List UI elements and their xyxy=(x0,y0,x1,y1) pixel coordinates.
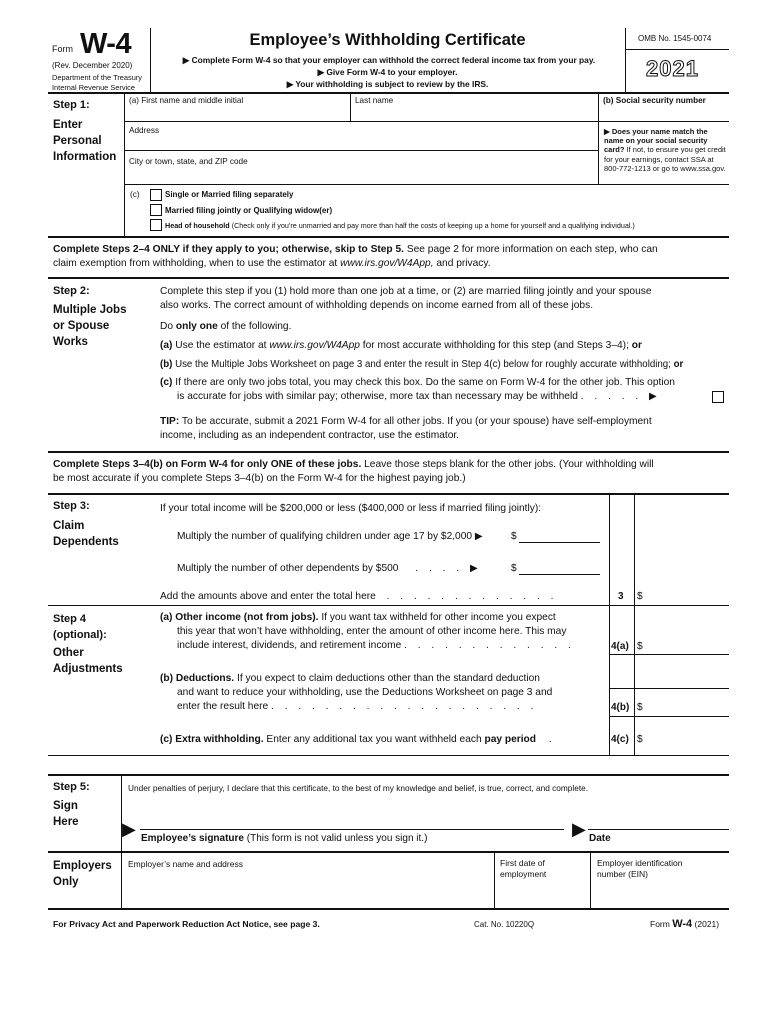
intro-text: and privacy. xyxy=(436,258,491,269)
first-date-line: First date of xyxy=(500,858,545,868)
extra-withholding-label xyxy=(160,733,552,747)
step2-text: also works. The correct amount of withholding depends on income earned from all of these jobs. xyxy=(160,300,594,311)
ssa-note-bold: ▶ Does your name match the name on your social security card? xyxy=(604,127,708,155)
instruction-2: ▶ Give Form W-4 to your employer. xyxy=(317,67,458,77)
step1-sub-line: Enter xyxy=(53,119,83,131)
step2-option-a xyxy=(160,339,642,353)
other-dependents-label xyxy=(177,562,482,576)
step3-sub-line: Dependents xyxy=(53,536,119,548)
step2-text: If there are only two jobs total, you may check this box. Do the same on Form W-4 for the other job. This option xyxy=(175,377,675,388)
omb-number: OMB No. 1545-0074 xyxy=(638,34,712,43)
mid-bold: Complete Steps 3–4(b) on Form W-4 for only ONE of these jobs. xyxy=(53,459,362,470)
step5-sub-line: Sign xyxy=(53,800,78,812)
step4-title xyxy=(53,611,107,643)
married-checkbox[interactable] xyxy=(150,204,162,216)
line-4a-number: 4(a) xyxy=(611,641,629,652)
step4-text: include interest, dividends, and retirement income xyxy=(177,640,402,651)
form-label: Form xyxy=(52,44,73,54)
step5-subtitle xyxy=(53,798,79,830)
signature-arrow: ▶ xyxy=(122,819,136,839)
two-jobs-checkbox[interactable] xyxy=(712,391,724,403)
mid-text: be most accurate if you complete Steps 3–4(b) on the Form W-4 for the highest paying job.) xyxy=(53,473,466,484)
form-number: W-4 xyxy=(80,28,132,60)
step3-title: Step 3: xyxy=(53,500,90,512)
line-4b-number: 4(b) xyxy=(611,702,630,713)
step2-text: To be accurate, submit a 2021 Form W-4 for all other jobs. If you (or your spouse) have self-employment xyxy=(181,416,652,427)
form-title: Employee’s Withholding Certificate xyxy=(249,31,526,49)
deductions-label xyxy=(160,672,552,714)
first-date-field[interactable] xyxy=(496,882,588,906)
children-dollar: $ xyxy=(511,531,517,542)
option-letter: (a) xyxy=(160,340,173,351)
line-3-number: 3 xyxy=(618,591,624,602)
step2-bold: or xyxy=(631,340,642,351)
qualifying-children-label: Multiply the number of qualifying children under age 17 by $2,000 ▶ xyxy=(177,531,483,542)
step4-title-line: (optional): xyxy=(53,629,107,641)
option-letter: (b) xyxy=(160,359,173,370)
married-label: Married filing jointly or Qualifying widow(er) xyxy=(165,206,333,215)
ssa-note-text: If not, to ensure you get credit for your earnings, contact SSA at 800-772-1213 or go to www.ssa.gov. xyxy=(604,145,726,173)
step2-title: Step 2: xyxy=(53,285,90,297)
line-4b-dollar: $ xyxy=(637,702,643,713)
step2-text: Use the estimator at xyxy=(175,340,267,351)
step2-intro xyxy=(160,285,652,313)
qualifying-children-amount[interactable] xyxy=(519,530,600,543)
first-name-label: (a) First name and middle initial xyxy=(129,96,244,105)
signature-label-text: (This form is not valid unless you sign it.) xyxy=(246,833,428,844)
step1-title: Step 1: xyxy=(53,99,90,111)
employer-name-label: Employer’s name and address xyxy=(128,859,243,869)
line-4a-dollar: $ xyxy=(637,641,643,652)
step2-text: income, including as an independent contractor, use the estimator. xyxy=(160,430,460,441)
other-income-label xyxy=(160,611,575,653)
step4-text: If you expect to claim deductions other than the standard deduction xyxy=(236,673,540,684)
signature-label-bold: Employee’s signature xyxy=(141,833,244,844)
leader-dots: . xyxy=(548,734,552,745)
ein-label xyxy=(597,858,683,880)
step2-option-c xyxy=(160,376,675,404)
first-date-line: employment xyxy=(500,869,547,879)
line-4c-amount[interactable] xyxy=(646,730,728,746)
step2-sub-line: or Spouse xyxy=(53,320,110,332)
step4-sub-line: Adjustments xyxy=(53,663,123,675)
step2-option-b xyxy=(160,358,683,372)
leader-dots: . . . . . . . . . . . . . . . . . . . . xyxy=(271,701,538,712)
step2-subtitle xyxy=(53,302,126,350)
single-checkbox[interactable] xyxy=(150,189,162,201)
city-field[interactable] xyxy=(126,168,596,183)
line-4b-amount[interactable] xyxy=(646,698,728,714)
hoh-bold: Head of household xyxy=(165,221,230,230)
tip-label: TIP: xyxy=(160,416,180,427)
step2-text: Do xyxy=(160,321,174,332)
date-field[interactable] xyxy=(588,813,729,830)
employers-only-title xyxy=(53,858,112,890)
line-4c-number: 4(c) xyxy=(611,734,629,745)
step4-subtitle xyxy=(53,645,123,677)
step5-sub-line: Here xyxy=(53,816,79,828)
mid-text: Leave those steps blank for the other jobs. (Your withholding will xyxy=(364,459,654,470)
step2-text: of the following. xyxy=(220,321,292,332)
leader-dots: . . . . ▶ xyxy=(415,563,482,574)
step4-text: this year that won’t have withholding, enter the amount of other income here. This may xyxy=(177,626,567,637)
leader-dots: . . . . . ▶ xyxy=(580,391,661,402)
estimator-link[interactable]: www.irs.gov/W4App, xyxy=(340,258,434,269)
ssa-note xyxy=(604,127,728,173)
line-3-dollar: $ xyxy=(637,591,643,602)
instruction-3: ▶ Your withholding is subject to review by the IRS. xyxy=(286,79,489,89)
ssn-label: (b) Social security number xyxy=(603,96,706,105)
ssn-field[interactable] xyxy=(600,107,728,120)
single-label: Single or Married filing separately xyxy=(165,190,294,199)
hoh-text: (Check only if you’re unmarried and pay more than half the costs of keeping up a home for yourself and a qualifying individual.) xyxy=(231,221,635,230)
other-dependents-dollar: $ xyxy=(511,563,517,574)
step3-sub-line: Claim xyxy=(53,520,85,532)
first-date-label xyxy=(500,858,546,880)
intro-bold: Complete Steps 2–4 ONLY if they apply to you; otherwise, skip to Step 5. xyxy=(53,244,404,255)
step2-sub-line: Multiple Jobs xyxy=(53,304,127,316)
instruction-1: ▶ Complete Form W-4 so that your employer can withhold the correct federal income tax from your pay. xyxy=(182,55,596,65)
head-of-household-checkbox[interactable] xyxy=(150,219,162,231)
step2-text: is accurate for jobs with similar pay; otherwise, more tax than necessary may be withheld xyxy=(177,391,578,402)
step2-tip xyxy=(160,415,652,443)
step4-text: enter the result here xyxy=(177,701,269,712)
first-name-field[interactable] xyxy=(126,107,348,120)
leader-dots: . . . . . . . . . . . . . xyxy=(386,591,558,602)
address-field[interactable] xyxy=(126,137,596,149)
tax-year: 2021 xyxy=(646,56,699,81)
step3-subtitle xyxy=(53,518,119,550)
step4-head: (a) Other income (not from jobs). xyxy=(160,612,319,623)
step4-head: (c) Extra withholding. xyxy=(160,734,264,745)
footer-form-word: Form xyxy=(650,919,670,929)
date-label: Date xyxy=(589,833,611,844)
step2-text: Use the Multiple Jobs Worksheet on page 3 and enter the result in Step 4(c) below for roughly accurate withholding; xyxy=(175,359,671,370)
step4-text: and want to reduce your withholding, use the Deductions Worksheet on page 3 and xyxy=(177,687,553,698)
line-4a-amount[interactable] xyxy=(646,637,728,653)
step3-text: Multiply the number of other dependents by $500 xyxy=(177,563,399,574)
step4-head: (b) Deductions. xyxy=(160,673,235,684)
last-name-label: Last name xyxy=(355,96,394,105)
step3-intro: If your total income will be $200,000 or less ($400,000 or less if married filing jointly): xyxy=(160,503,542,514)
step1-subtitle xyxy=(53,117,116,165)
step5-title: Step 5: xyxy=(53,781,90,793)
ein-line: Employer identification xyxy=(597,858,683,868)
step3-text: Add the amounts above and enter the total here xyxy=(160,591,376,602)
step2-do-one xyxy=(160,320,291,334)
estimator-link[interactable]: www.irs.gov/W4App xyxy=(269,340,360,351)
form-footer-id xyxy=(650,918,719,930)
filing-status-label: (c) xyxy=(130,190,140,199)
employers-title-line: Employers xyxy=(53,860,112,872)
ein-line: number (EIN) xyxy=(597,869,649,879)
city-label: City or town, state, and ZIP code xyxy=(129,157,248,166)
address-label: Address xyxy=(129,126,160,135)
intro-text: See page 2 for more information on each step, who can xyxy=(406,244,658,255)
footer-form-number: W-4 xyxy=(672,918,693,930)
head-of-household-label xyxy=(165,221,635,230)
step2-text: Complete this step if you (1) hold more than one job at a time, or (2) are married filing jointly and your spouse xyxy=(160,286,652,297)
step1-sub-line: Information xyxy=(53,151,117,163)
step2-bold: only one xyxy=(175,321,218,332)
step2-bold: or xyxy=(673,359,684,370)
employers-title-line: Only xyxy=(53,876,79,888)
agency: Internal Revenue Service xyxy=(52,83,135,92)
catalog-number: Cat. No. 10220Q xyxy=(474,920,535,929)
revision-date: (Rev. December 2020) xyxy=(52,61,133,70)
step4-text: If you want tax withheld for other income you expect xyxy=(321,612,556,623)
step4-bold: pay period xyxy=(484,734,536,745)
intro-paragraph xyxy=(53,243,729,271)
intro-text: claim exemption from withholding, when to use the estimator at xyxy=(53,258,338,269)
date-arrow: ▶ xyxy=(572,819,586,839)
last-name-field[interactable] xyxy=(352,107,596,120)
step1-sub-line: Personal xyxy=(53,135,102,147)
line-4c-dollar: $ xyxy=(637,734,643,745)
step4-title-line: Step 4 xyxy=(53,613,87,625)
signature-label xyxy=(141,833,427,844)
step2-text: for most accurate withholding for this step (and Steps 3–4); xyxy=(362,340,629,351)
steps-3-4-note xyxy=(53,458,654,486)
dependents-total-label xyxy=(160,590,557,604)
option-letter: (c) xyxy=(160,377,173,388)
leader-dots: . . . . . . . . . . . . . xyxy=(404,640,575,651)
step4-sub-line: Other xyxy=(53,647,84,659)
other-dependents-amount[interactable] xyxy=(519,562,600,575)
department: Department of the Treasury xyxy=(52,73,142,82)
employer-name-field[interactable] xyxy=(124,872,492,906)
perjury-statement: Under penalties of perjury, I declare that this certificate, to the best of my knowledge and belief, is true, correct, and complete. xyxy=(128,783,589,793)
footer-form-year: (2021) xyxy=(694,919,720,929)
signature-field[interactable] xyxy=(140,813,564,830)
privacy-notice: For Privacy Act and Paperwork Reduction Act Notice, see page 3. xyxy=(53,919,320,929)
line-3-amount[interactable] xyxy=(646,588,728,604)
step2-sub-line: Works xyxy=(53,336,88,348)
step4-text: Enter any additional tax you want withheld each xyxy=(266,734,482,745)
ein-field[interactable] xyxy=(592,882,728,906)
